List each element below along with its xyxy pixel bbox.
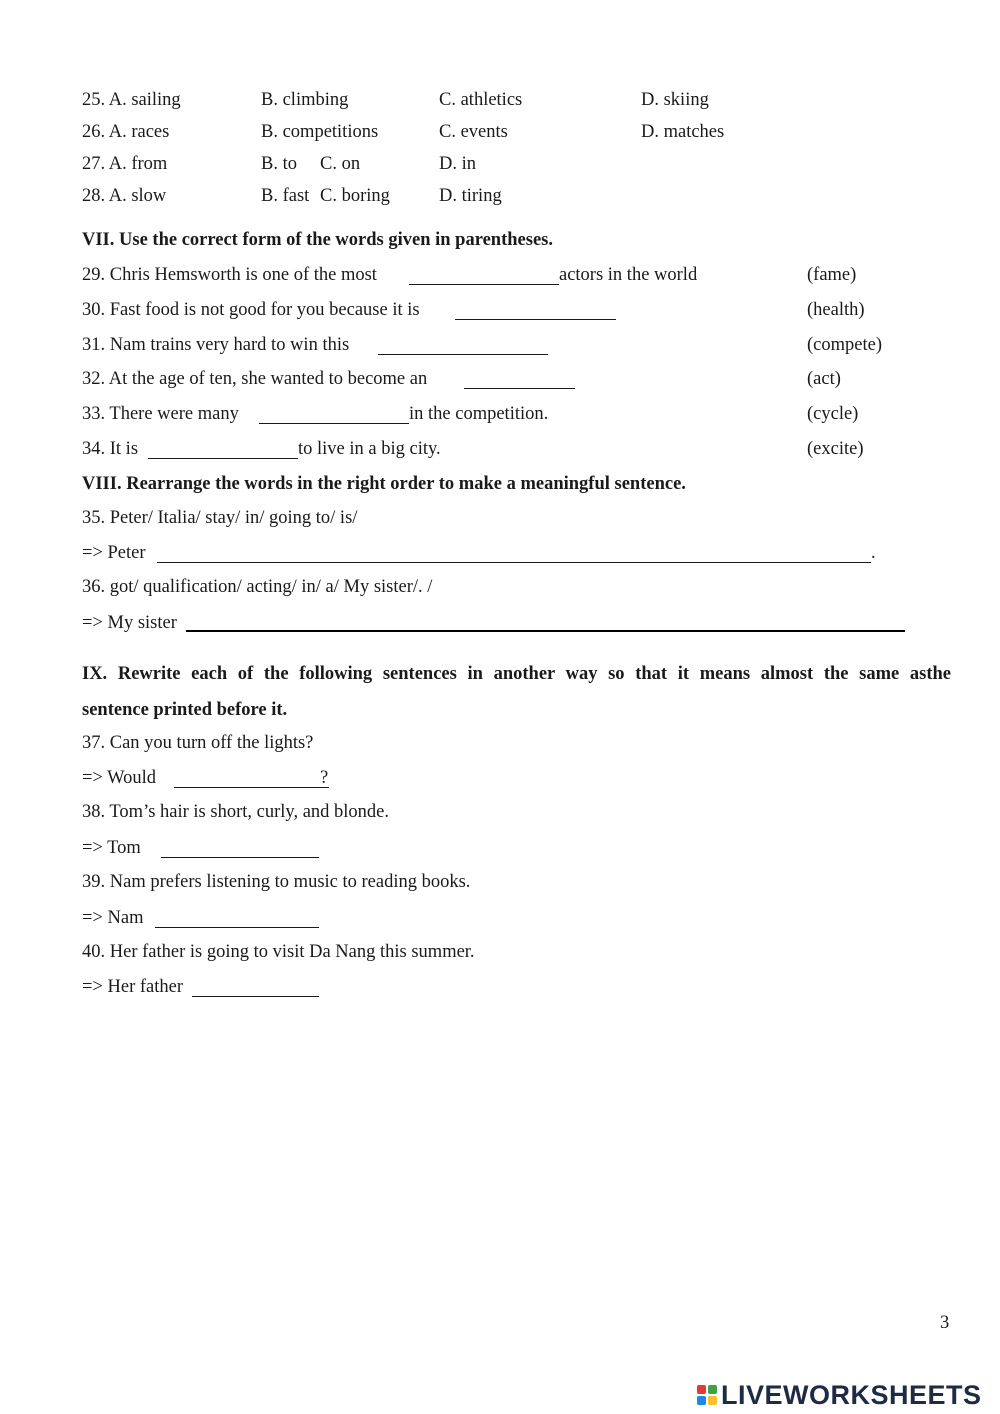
mc-option-d: D. skiing	[641, 90, 709, 110]
answer-prefix: => Her father	[82, 977, 183, 997]
section-9-heading-cont: sentence printed before it.	[82, 700, 288, 720]
mc-option-b: B. fast	[261, 186, 310, 206]
page-number: 3	[940, 1313, 950, 1333]
answer-blank-36[interactable]	[186, 630, 905, 632]
mc-option-b: B. climbing	[261, 90, 349, 110]
question-37: 37. Can you turn off the lights?	[82, 733, 314, 753]
mc-option-a: 28. A. slow	[82, 186, 167, 206]
question-40: 40. Her father is going to visit Da Nang this summer.	[82, 942, 475, 962]
question-39: 39. Nam prefers listening to music to reading books.	[82, 872, 471, 892]
answer-end: ?	[320, 768, 329, 788]
question-36: 36. got/ qualification/ acting/ in/ a/ My sister/. /	[82, 577, 433, 597]
mc-option-d: D. in	[439, 154, 476, 174]
question-text: 31. Nam trains very hard to win this	[82, 335, 350, 355]
question-text: 30. Fast food is not good for you because it is	[82, 300, 420, 320]
question-text-end: to live in a big city.	[298, 439, 441, 459]
question-text-end: actors in the world	[559, 265, 698, 285]
answer-end: .	[871, 543, 876, 563]
liveworksheets-logo	[697, 1380, 982, 1410]
answer-blank-30[interactable]	[455, 319, 616, 320]
answer-blank-31[interactable]	[378, 354, 548, 355]
answer-blank-40[interactable]	[192, 996, 319, 997]
word-hint: (health)	[807, 300, 865, 320]
question-38: 38. Tom’s hair is short, curly, and blonde.	[82, 802, 390, 822]
answer-prefix: => Peter	[82, 543, 146, 563]
mc-option-b: B. competitions	[261, 122, 379, 142]
word-hint: (act)	[807, 369, 841, 389]
question-text: 33. There were many	[82, 404, 239, 424]
section-7-heading: VII. Use the correct form of the words given in parentheses.	[82, 230, 553, 250]
mc-option-d: D. tiring	[439, 186, 502, 206]
mc-option-a: 26. A. races	[82, 122, 170, 142]
answer-blank-34[interactable]	[148, 458, 298, 459]
answer-prefix: => My sister	[82, 613, 177, 633]
answer-blank-38[interactable]	[161, 857, 319, 858]
answer-prefix: => Nam	[82, 908, 144, 928]
section-9-heading: IX. Rewrite each of the following sentences in another way so that it means almost the same asthe	[82, 664, 951, 684]
mc-option-a: 27. A. from	[82, 154, 168, 174]
brand-name: LIVEWORKSHEETS	[721, 1379, 982, 1410]
word-hint: (cycle)	[807, 404, 859, 424]
answer-prefix: => Would	[82, 768, 157, 788]
word-hint: (compete)	[807, 335, 882, 355]
section-8-heading: VIII. Rearrange the words in the right order to make a meaningful sentence.	[82, 474, 686, 494]
mc-option-c: C. boring	[320, 186, 390, 206]
answer-blank-33[interactable]	[259, 423, 409, 424]
answer-prefix: => Tom	[82, 838, 141, 858]
mc-option-a: 25. A. sailing	[82, 90, 181, 110]
question-text-end: in the competition.	[409, 404, 549, 424]
mc-option-c: C. events	[439, 122, 508, 142]
question-text: 29. Chris Hemsworth is one of the most	[82, 265, 377, 285]
question-35: 35. Peter/ Italia/ stay/ in/ going to/ is/	[82, 508, 358, 528]
question-text: 32. At the age of ten, she wanted to become an	[82, 369, 428, 389]
mc-option-b: B. to	[261, 154, 297, 174]
word-hint: (fame)	[807, 265, 857, 285]
answer-blank-32[interactable]	[464, 388, 575, 389]
mc-option-c: C. athletics	[439, 90, 523, 110]
mc-option-d: D. matches	[641, 122, 725, 142]
answer-blank-29[interactable]	[409, 284, 559, 285]
answer-blank-39[interactable]	[155, 927, 319, 928]
logo-grid-icon	[697, 1385, 717, 1405]
word-hint: (excite)	[807, 439, 864, 459]
question-text: 34. It is	[82, 439, 139, 459]
mc-option-c: C. on	[320, 154, 361, 174]
answer-blank-35[interactable]	[157, 562, 871, 563]
answer-blank-37[interactable]	[174, 787, 329, 788]
